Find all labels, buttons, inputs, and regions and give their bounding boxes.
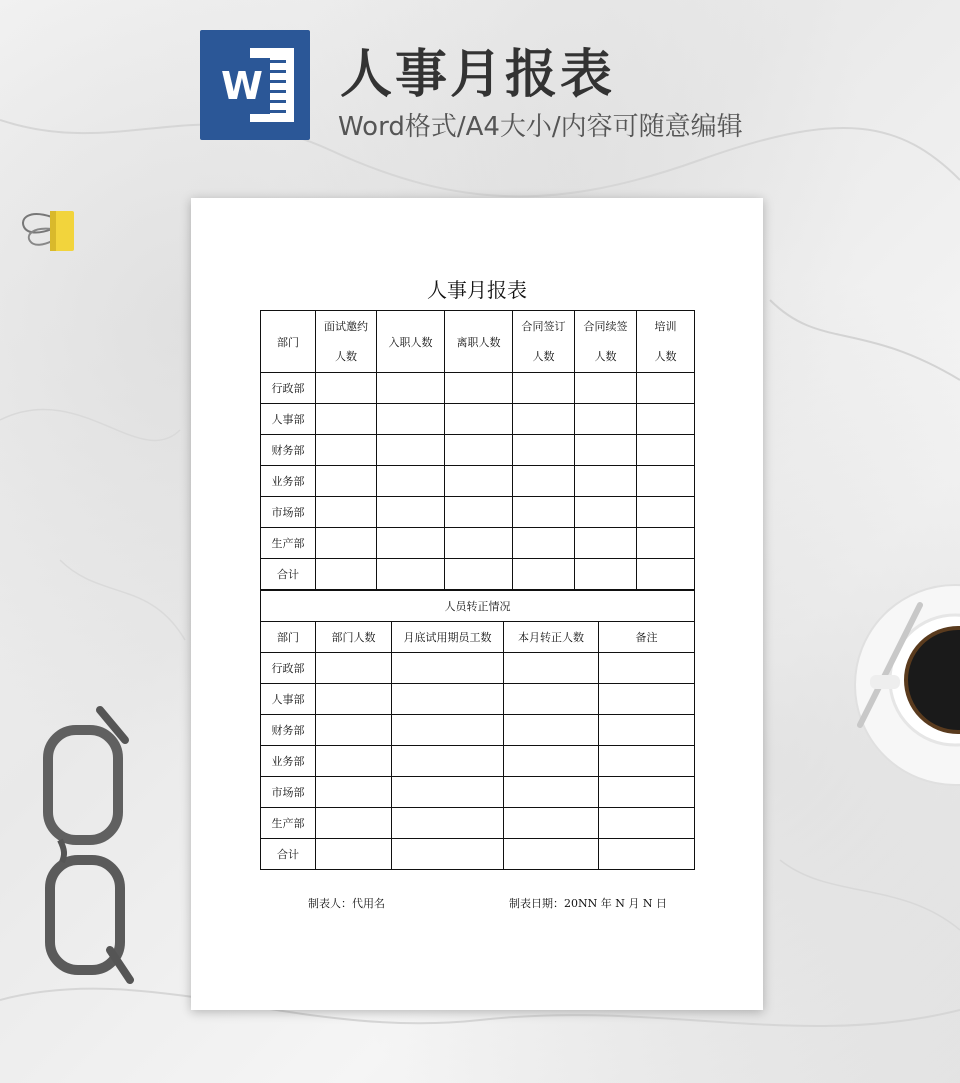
department-cell: 人事部 <box>261 684 316 715</box>
header-cell: 入职人数 <box>377 311 445 373</box>
word-icon <box>200 30 310 140</box>
document-title: 人事月报表 <box>427 278 527 302</box>
page-subtitle: Word格式/A4大小/内容可随意编辑 <box>338 112 743 142</box>
glasses-icon <box>30 700 140 990</box>
department-cell: 行政部 <box>261 653 316 684</box>
department-cell: 行政部 <box>261 373 316 404</box>
table-row <box>261 777 695 808</box>
page-title: 人事月报表 <box>340 45 616 105</box>
report-maker: 制表人：代用名 <box>308 897 385 910</box>
table-row <box>261 528 695 559</box>
header-cell: 月底试用期员工数 <box>392 622 504 653</box>
header-cell: 合同续签 人数 <box>575 311 637 373</box>
department-cell: 生产部 <box>261 528 316 559</box>
total-cell: 合计 <box>261 839 316 870</box>
table-header-row <box>261 622 695 653</box>
table-header-row <box>261 311 695 373</box>
table-row <box>261 466 695 497</box>
probation-table <box>260 590 695 870</box>
table-row <box>261 746 695 777</box>
table-row <box>261 497 695 528</box>
header-cell: 备注 <box>599 622 695 653</box>
table-row <box>261 653 695 684</box>
department-cell: 生产部 <box>261 808 316 839</box>
table-row <box>261 373 695 404</box>
coffee-cup-icon <box>840 575 960 795</box>
table-row <box>261 435 695 466</box>
monthly-report-table <box>260 310 695 590</box>
table-row-total <box>261 559 695 590</box>
total-cell: 合计 <box>261 559 316 590</box>
section-title: 人员转正情况 <box>261 591 695 622</box>
department-cell: 人事部 <box>261 404 316 435</box>
table-row <box>261 404 695 435</box>
department-cell: 财务部 <box>261 435 316 466</box>
section-title-row <box>261 591 695 622</box>
header-cell: 本月转正人数 <box>504 622 599 653</box>
report-date: 制表日期：20NN 年 N 月 N 日 <box>509 897 667 910</box>
header-cell: 部门 <box>261 622 316 653</box>
binder-clip-icon <box>18 205 78 255</box>
department-cell: 财务部 <box>261 715 316 746</box>
header-cell: 部门 <box>261 311 316 373</box>
department-cell: 市场部 <box>261 777 316 808</box>
table-row-total <box>261 839 695 870</box>
header-cell: 面试邀约 人数 <box>316 311 377 373</box>
department-cell: 市场部 <box>261 497 316 528</box>
header-cell: 部门人数 <box>316 622 392 653</box>
word-icon-letter: W <box>214 58 270 114</box>
table-row <box>261 684 695 715</box>
department-cell: 业务部 <box>261 746 316 777</box>
header-cell: 离职人数 <box>445 311 513 373</box>
document-page <box>191 198 763 1010</box>
header-cell: 合同签订 人数 <box>513 311 575 373</box>
department-cell: 业务部 <box>261 466 316 497</box>
table-row <box>261 808 695 839</box>
header-cell: 培训 人数 <box>637 311 695 373</box>
table-row <box>261 715 695 746</box>
